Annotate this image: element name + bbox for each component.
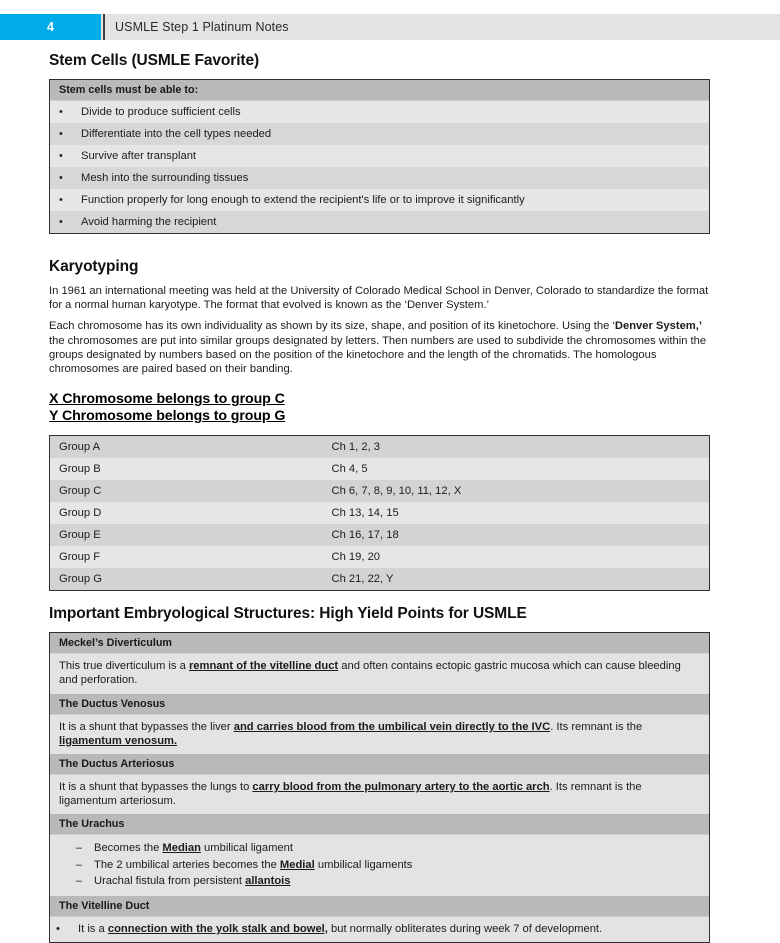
list-item-label: Survive after transplant: [81, 150, 197, 162]
list-item: [50, 840, 709, 857]
urachus-list: [50, 835, 709, 896]
list-item-label: Function properly for long enough to extend the recipient's life or to improve it significantly: [81, 194, 525, 206]
vitelline-duct-text: [78, 922, 602, 936]
bullet-icon: •: [59, 194, 63, 206]
table-row: [50, 568, 710, 591]
page-content: [49, 52, 711, 943]
karyotyping-p2-part-a: Each chromosome has its own individuality as shown by its size, shape, and position of its kinetochore. Using the ‘: [49, 320, 615, 333]
stem-cells-table-header: Stem cells must be able to:: [50, 80, 709, 101]
list-item-label: Avoid harming the recipient: [81, 216, 217, 228]
list-item: [50, 145, 709, 167]
group-chromosomes-cell: Ch 1, 2, 3: [332, 436, 710, 459]
bullet-icon: •: [59, 216, 63, 228]
page-number-badge: 4: [0, 14, 101, 40]
group-name-cell: Group E: [50, 524, 332, 546]
group-name-cell: Group C: [50, 480, 332, 502]
list-item-label: Divide to produce sufficient cells: [81, 106, 241, 118]
list-item: [50, 101, 709, 123]
list-item: [50, 857, 709, 874]
table-row: [50, 436, 710, 459]
meckels-diverticulum-text: [50, 654, 709, 693]
table-row: [50, 524, 710, 546]
group-chromosomes-cell: Ch 4, 5: [332, 458, 710, 480]
karyotyping-p2-part-b: the chromosomes are put into similar groups designated by letters. Then numbers are used to subdivide the chromosomes within the groups designated by numbers based on the position of the kinetochore and the length of the chromatids. The homologous chromosomes are paired based on their banding.: [49, 334, 707, 376]
urachus-item-1-post: umbilical ligament: [200, 842, 293, 855]
urachus-item-3-pre: Urachal fistula from persistent: [94, 875, 246, 888]
meckels-text-b: and often contains ectopic gastric mucosa which can cause bleeding and perforation.: [59, 660, 681, 687]
list-item: [50, 873, 709, 890]
list-item: [50, 189, 709, 211]
urachus-item-1-emphasis: Median: [162, 842, 201, 855]
table-row: [50, 546, 710, 568]
urachus-item-2-emphasis: Medial: [279, 858, 315, 871]
vitelline-duct-item: [50, 917, 709, 942]
ductus-venosus-text-b: . Its remnant is the: [550, 720, 643, 733]
urachus-title: The Urachus: [50, 814, 709, 835]
vitelline-duct-title: The Vitelline Duct: [50, 896, 709, 917]
urachus-item-3-emphasis: allantois: [245, 875, 291, 888]
x-chromosome-group-heading: X Chromosome belongs to group C: [49, 391, 285, 408]
karyotyping-paragraph-2: [49, 319, 711, 376]
ductus-arteriosus-emphasis: carry blood from the pulmonary artery to the aortic arch: [252, 781, 550, 794]
embryological-structures-table: [49, 632, 710, 943]
group-chromosomes-cell: Ch 6, 7, 8, 9, 10, 11, 12, X: [332, 480, 710, 502]
bullet-icon: •: [59, 106, 63, 118]
ductus-arteriosus-title: The Ductus Arteriosus: [50, 754, 709, 775]
ductus-arteriosus-text: [50, 775, 709, 814]
ductus-venosus-title: The Ductus Venosus: [50, 694, 709, 715]
urachus-item-2-pre: The 2 umbilical arteries becomes the: [94, 858, 280, 871]
karyotyping-heading: Karyotyping: [49, 258, 139, 275]
embryology-heading: Important Embryological Structures: High Yield Points for USMLE: [49, 605, 527, 623]
list-item-label: Differentiate into the cell types needed: [81, 128, 272, 140]
urachus-item-2-post: umbilical ligaments: [314, 858, 413, 871]
chromosome-groups-table: [49, 435, 710, 591]
group-name-cell: Group B: [50, 458, 332, 480]
list-item: [50, 123, 709, 145]
urachus-item-1-pre: Becomes the: [94, 842, 163, 855]
group-chromosomes-cell: Ch 21, 22, Y: [332, 568, 710, 591]
stem-cells-table: [49, 79, 710, 234]
vitelline-text-emphasis: connection with the yolk stalk and bowel,: [107, 922, 328, 935]
list-item-label: [94, 841, 293, 856]
bullet-icon: •: [59, 128, 63, 140]
group-name-cell: Group A: [50, 436, 332, 459]
list-item-label: Mesh into the surrounding tissues: [81, 172, 249, 184]
stem-cells-heading: Stem Cells (USMLE Favorite): [49, 52, 260, 69]
bullet-icon: •: [59, 172, 63, 184]
meckels-diverticulum-title: Meckel’s Diverticulum: [50, 633, 709, 654]
ductus-venosus-text: [50, 715, 709, 754]
page-running-header: [0, 14, 780, 40]
group-name-cell: Group G: [50, 568, 332, 591]
bullet-icon: •: [56, 922, 60, 935]
dash-icon: –: [75, 875, 82, 888]
meckels-text-emphasis: remnant of the vitelline duct: [188, 660, 339, 673]
group-chromosomes-cell: Ch 19, 20: [332, 546, 710, 568]
table-row: [50, 502, 710, 524]
dash-icon: –: [75, 858, 82, 871]
ductus-venosus-emphasis-2: ligamentum venosum.: [59, 734, 178, 747]
karyotyping-paragraph-1: In 1961 an international meeting was held at the University of Colorado Medical School in Denver, Colorado to standardize the format for a normal human karyotype. The format that evolved is known as the ‘Denver System.’: [49, 285, 709, 312]
ductus-arteriosus-text-a: It is a shunt that bypasses the lungs to: [59, 781, 253, 794]
list-item-label: [94, 874, 290, 889]
ductus-arteriosus-text-b: . Its remnant is the ligamentum arteriosum.: [59, 781, 642, 808]
list-item: [50, 167, 709, 189]
vitelline-text-b: but normally obliterates during week 7 of development.: [327, 922, 603, 935]
table-row: [50, 458, 710, 480]
group-chromosomes-cell: Ch 13, 14, 15: [332, 502, 710, 524]
list-item: [50, 211, 709, 233]
group-name-cell: Group D: [50, 502, 332, 524]
vitelline-text-a: It is a: [78, 922, 108, 935]
meckels-text-a: This true diverticulum is a: [59, 660, 189, 673]
bullet-icon: •: [59, 150, 63, 162]
ductus-venosus-emphasis-1: and carries blood from the umbilical vein directly to the IVC: [233, 720, 551, 733]
dash-icon: –: [75, 842, 82, 855]
table-row: [50, 480, 710, 502]
y-chromosome-group-heading: Y Chromosome belongs to group G: [49, 408, 286, 425]
book-title: USMLE Step 1 Platinum Notes: [115, 20, 289, 34]
list-item-label: [94, 858, 412, 873]
group-chromosomes-cell: Ch 16, 17, 18: [332, 524, 710, 546]
denver-system-emphasis: Denver System,’: [614, 320, 702, 333]
ductus-venosus-text-a: It is a shunt that bypasses the liver: [59, 720, 234, 733]
group-name-cell: Group F: [50, 546, 332, 568]
